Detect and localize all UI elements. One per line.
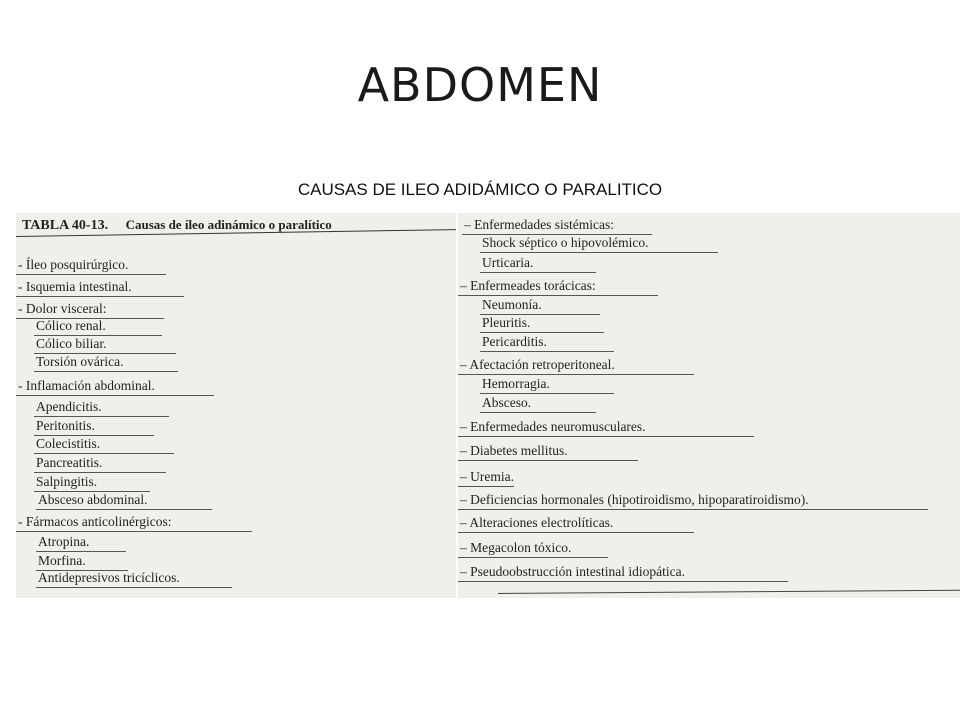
scanned-table-left xyxy=(16,213,456,598)
list-item: – Alteraciones electrolíticas. xyxy=(460,515,614,530)
scanned-table-right xyxy=(458,213,960,598)
list-item: – Afectación retroperitoneal. xyxy=(460,357,615,372)
list-item: - Inflamación abdominal. xyxy=(18,378,155,393)
list-item: Apendicitis. xyxy=(36,399,102,414)
list-item: Cólico renal. xyxy=(36,318,106,333)
slide-subtitle: CAUSAS DE ILEO ADIDÁMICO O PARALITICO xyxy=(297,180,663,199)
underline-stroke xyxy=(16,531,252,532)
underline-stroke xyxy=(458,532,694,533)
underline-stroke xyxy=(480,332,604,333)
underline-stroke xyxy=(458,509,928,510)
underline-stroke xyxy=(458,486,514,487)
underline-stroke xyxy=(36,509,212,510)
list-item: Urticaria. xyxy=(482,255,534,270)
underline-stroke xyxy=(458,581,788,582)
list-item: - Isquemia intestinal. xyxy=(18,279,132,294)
list-item: - Íleo posquirúrgico. xyxy=(18,257,129,272)
list-item: Neumonía. xyxy=(482,297,542,312)
list-item: - Fármacos anticolinérgicos: xyxy=(18,514,172,529)
list-item: Colecistitis. xyxy=(36,436,101,451)
list-item: - Dolor visceral: xyxy=(18,301,107,316)
underline-stroke xyxy=(458,460,638,461)
bottom-rule xyxy=(498,590,960,594)
underline-stroke xyxy=(34,453,174,454)
underline-stroke xyxy=(480,412,596,413)
list-item: Torsión ovárica. xyxy=(36,354,124,369)
list-item: Hemorragia. xyxy=(482,376,550,391)
list-item: – Enfermedades neuromusculares. xyxy=(460,419,646,434)
underline-stroke xyxy=(458,436,754,437)
list-item: Antidepresivos tricíclicos. xyxy=(38,570,180,585)
list-item: Shock séptico o hipovolémico. xyxy=(482,235,649,250)
underline-stroke xyxy=(34,416,169,417)
list-item: Pancreatitis. xyxy=(36,455,103,470)
underline-stroke xyxy=(16,274,166,275)
list-item: – Deficiencias hormonales (hipotiroidismo, hipoparatiroidismo). xyxy=(460,492,809,507)
underline-stroke xyxy=(36,587,232,588)
underline-stroke xyxy=(458,374,694,375)
list-item: Pleuritis. xyxy=(482,315,531,330)
slide-title: ABDOMEN xyxy=(357,58,603,112)
underline-stroke xyxy=(458,557,608,558)
underline-stroke xyxy=(16,395,214,396)
underline-stroke xyxy=(16,296,184,297)
list-item: Absceso abdominal. xyxy=(38,492,148,507)
list-item: – Pseudoobstrucción intestinal idiopática. xyxy=(460,564,685,579)
underline-stroke xyxy=(34,371,178,372)
underline-stroke xyxy=(36,551,126,552)
table-number: TABLA 40-13. xyxy=(22,218,109,233)
list-item: – Megacolon tóxico. xyxy=(460,540,572,555)
table-caption: Causas de íleo adinámico o paralítico xyxy=(125,217,332,232)
list-item: Atropina. xyxy=(38,534,90,549)
underline-stroke xyxy=(480,252,718,253)
list-item: Pericarditis. xyxy=(482,334,547,349)
list-item: – Enfermeades torácicas: xyxy=(460,278,596,293)
underline-stroke xyxy=(480,272,596,273)
list-item: Morfina. xyxy=(38,553,86,568)
list-item: – Uremia. xyxy=(460,469,514,484)
list-item: Peritonitis. xyxy=(36,418,95,433)
underline-stroke xyxy=(458,295,658,296)
list-item: Absceso. xyxy=(482,395,532,410)
list-item: Cólico biliar. xyxy=(36,336,107,351)
list-item: – Diabetes mellitus. xyxy=(460,443,568,458)
list-item: – Enfermedades sistémicas: xyxy=(464,217,614,232)
underline-stroke xyxy=(34,472,166,473)
underline-stroke xyxy=(480,351,614,352)
underline-stroke xyxy=(480,393,614,394)
list-item: Salpingitis. xyxy=(36,474,98,489)
